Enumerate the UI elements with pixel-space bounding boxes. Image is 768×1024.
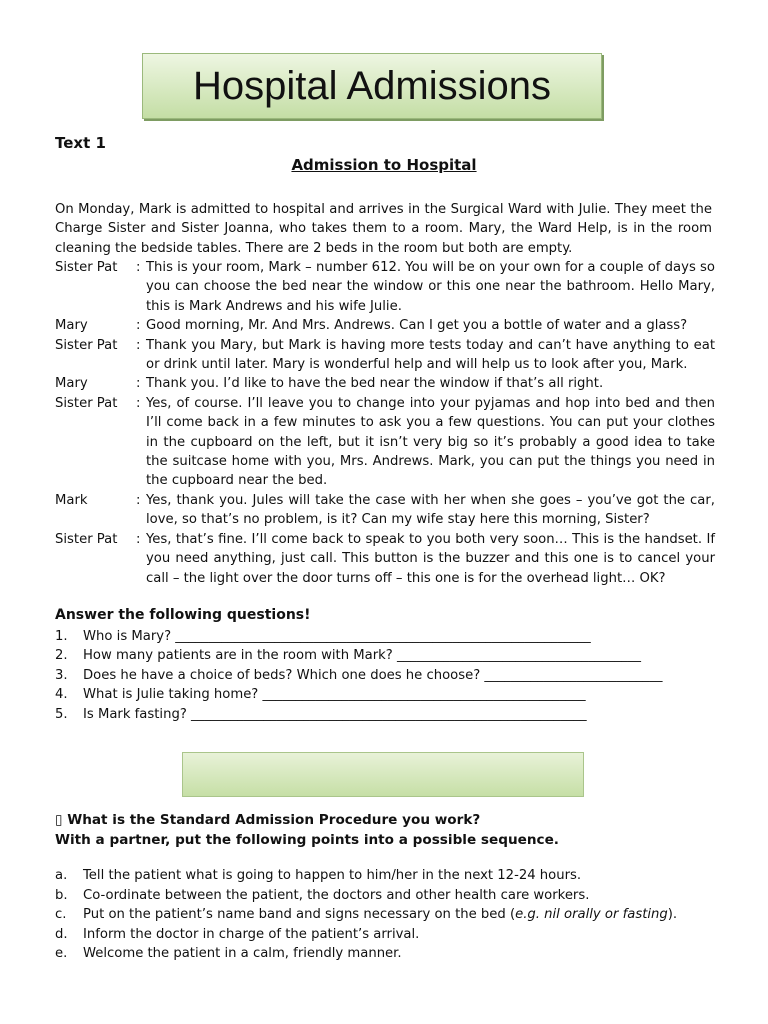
item-text: Welcome the patient in a calm, friendly manner. — [83, 946, 402, 962]
item-text-italic: e.g. nil orally or fasting — [515, 907, 668, 923]
question-text: Does he have a choice of beds? Which one does he choose? ___________________________ — [83, 667, 663, 683]
dialogue-line — [55, 336, 715, 375]
question-number: 2. — [55, 648, 68, 664]
question-item — [55, 705, 662, 724]
line-text: Thank you Mary, but Mark is having more tests today and can’t have anything to eat or drink until later. Mary is wonderful help and will help us to look after you, Mark. — [146, 337, 715, 373]
dialogue — [55, 258, 715, 588]
question-text: How many patients are in the room with Mark? _____________________________________ — [83, 648, 641, 664]
procedure-question: ▯ What is the Standard Admission Procedure you work? — [55, 812, 481, 828]
line-text: Thank you. I’d like to have the bed near the window if that’s all right. — [146, 376, 604, 392]
item-text: Co-ordinate between the patient, the doctors and other health care workers. — [83, 887, 590, 903]
item-letter: c. — [55, 907, 67, 923]
speaker: Sister Pat — [55, 395, 118, 411]
item-text: Inform the doctor in charge of the patient’s arrival. — [83, 926, 420, 942]
text-label: Text 1 — [55, 134, 106, 152]
speaker: Mark — [55, 492, 88, 508]
line-text: This is your room, Mark – number 612. You will be on your own for a couple of days so you can choose the bed near the window or this one near the bathroom. Hello Mary, this is Mark Andrews and his wife Julie. — [146, 260, 715, 314]
question-number: 3. — [55, 667, 68, 683]
section-banner — [182, 752, 584, 797]
line-text: Good morning, Mr. And Mrs. Andrews. Can I get you a bottle of water and a glass? — [146, 318, 688, 334]
colon: : — [136, 492, 141, 508]
item-text: Put on the patient’s name band and signs necessary on the bed ( — [83, 907, 516, 923]
line-text: Yes, thank you. Jules will take the case with her when she goes – you’ve got the car, love, so that’s no problem, is it? Can my wife stay here this morning, Sister? — [146, 492, 715, 528]
question-item — [55, 666, 662, 685]
colon: : — [136, 337, 141, 353]
dialogue-line — [55, 530, 715, 588]
item-text: Tell the patient what is going to happen to him/her in the next 12-24 hours. — [83, 868, 582, 883]
item-letter: d. — [55, 926, 68, 942]
question-text: Who is Mary? _______________________________________________________________ — [83, 629, 591, 644]
section-subtitle: Admission to Hospital — [291, 156, 477, 174]
dialogue-line — [55, 316, 715, 335]
procedure-instruction: With a partner, put the following points into a possible sequence. — [55, 832, 559, 848]
colon: : — [136, 376, 141, 392]
question-text: Is Mark fasting? ____________________________________________________________ — [83, 706, 587, 722]
procedure-item — [55, 925, 677, 945]
page-title: Hospital Admissions — [142, 53, 602, 119]
question-number: 5. — [55, 706, 68, 722]
line-text: Yes, that’s fine. I’ll come back to speak to you both very soon… This is the handset. If you need anything, just call. This button is the buzzer and this one is to cancel your call – the light over the door turns off – this one is for the overhead light… OK? — [146, 531, 715, 586]
speaker: Sister Pat — [55, 260, 118, 275]
procedure-item — [55, 886, 677, 906]
item-letter: a. — [55, 868, 68, 883]
dialogue-line — [55, 374, 715, 393]
procedure-prompt — [55, 810, 559, 850]
colon: : — [136, 318, 141, 334]
dialogue-line — [55, 258, 715, 316]
question-item — [55, 627, 662, 646]
colon: : — [136, 395, 141, 411]
item-text-wrap — [83, 905, 677, 925]
question-number: 1. — [55, 629, 68, 644]
intro-paragraph: On Monday, Mark is admitted to hospital and arrives in the Surgical Ward with Julie. They meet the Charge Sister and Sister Joanna, who takes them to a room. Mary, the Ward Help, is in the room cleaning the bedside tables. There are 2 beds in the room but both are empty. — [55, 202, 712, 256]
procedure-item — [55, 944, 677, 964]
item-text-after: ). — [667, 907, 678, 923]
questions-heading: Answer the following questions! — [55, 607, 311, 623]
colon: : — [136, 260, 141, 275]
procedure-list — [55, 866, 677, 964]
item-letter: e. — [55, 946, 68, 962]
speaker: Mary — [55, 376, 88, 392]
question-text: What is Julie taking home? _________________________________________________ — [83, 687, 586, 703]
procedure-item — [55, 866, 677, 886]
item-letter: b. — [55, 887, 68, 903]
question-item — [55, 646, 662, 665]
speaker: Sister Pat — [55, 337, 118, 353]
questions-list — [55, 627, 662, 724]
speaker: Mary — [55, 318, 88, 334]
line-text: Yes, of course. I’ll leave you to change into your pyjamas and hop into bed and then I’ll come back in a few minutes to ask you a few questions. You can put your clothes in the cupboard on the left, but it isn’t very big so it’s probably a good idea to take the suitcase home with you, Mrs. Andrews. Mark, you can put the things you need in the cupboard near the bed. — [146, 395, 715, 489]
procedure-item — [55, 905, 677, 925]
speaker: Sister Pat — [55, 531, 118, 547]
colon: : — [136, 531, 141, 547]
question-item — [55, 685, 662, 704]
dialogue-line — [55, 394, 715, 491]
question-number: 4. — [55, 687, 68, 703]
dialogue-line — [55, 491, 715, 530]
